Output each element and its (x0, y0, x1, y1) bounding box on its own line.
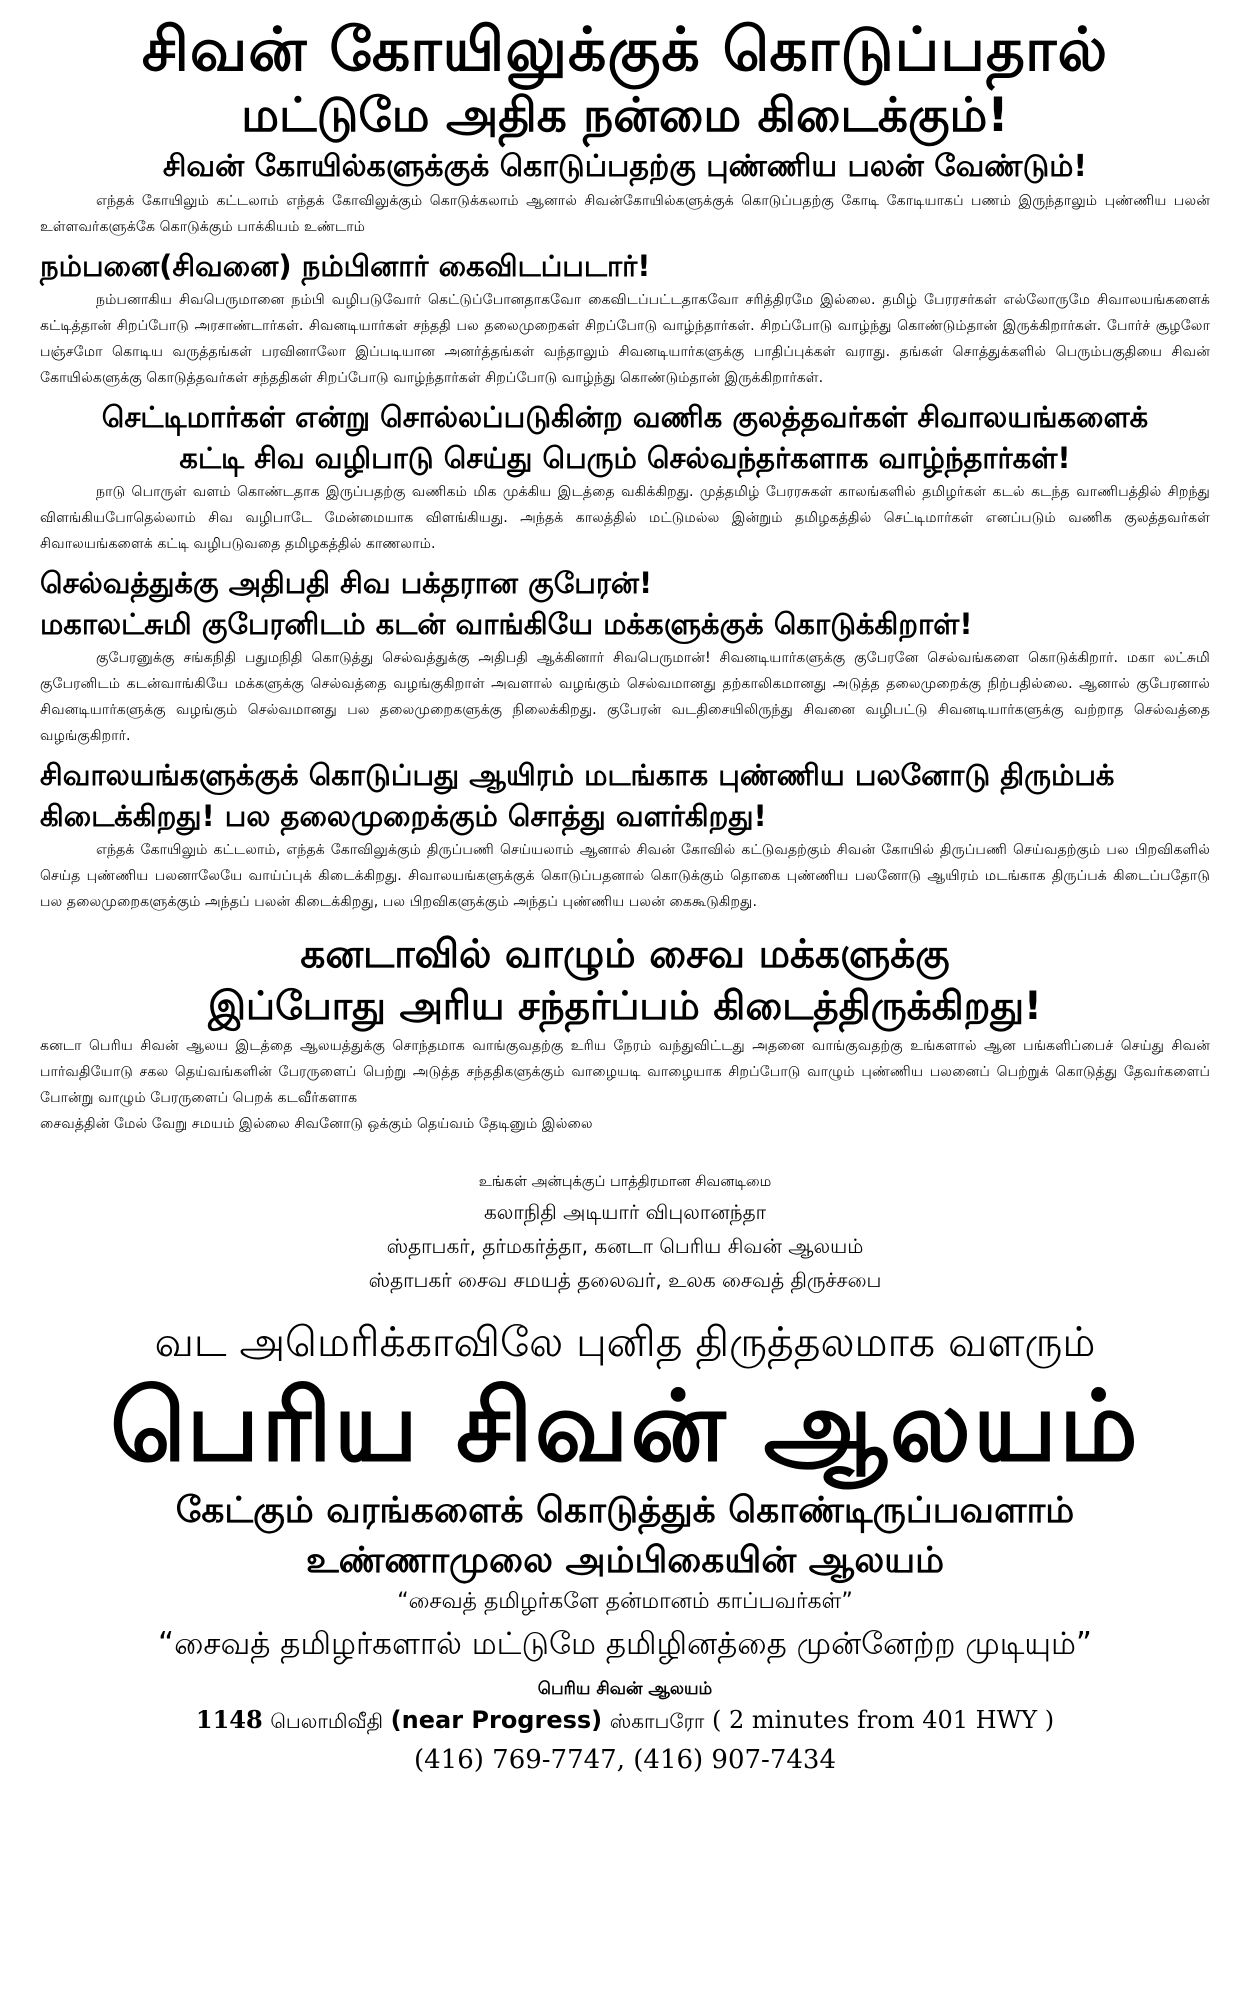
intro-paragraph: எந்தக் கோயிலும் கட்டலாம் எந்தக் கோவிலுக்கும் கொடுக்கலாம் ஆனால் சிவன்கோயில்களுக்குக் கொடுப்பதற்கு கோடி கோடியாகப் பணம் இருந்தாலும் புண்ணிய பலன் உள்ளவர்களுக்கே கொடுக்கும் பாக்கியம் உண்டாம் (40, 193, 1210, 235)
signature-role-1: ஸ்தாபகர், தர்மகர்த்தா, கனடா பெரிய சிவன் ஆலயம் (386, 1234, 864, 1258)
quote-1: “சைவத் தமிழர்களே தன்மானம் காப்பவர்கள்” (397, 1589, 853, 1614)
section-chettiyar (40, 397, 1210, 557)
section-heading-line-1: செட்டிமார்கள் என்று சொல்லப்படுகின்ற வணிக குலத்தவர்கள் சிவாலயங்களைக் (101, 400, 1149, 434)
street-number: 1148 (195, 1705, 263, 1734)
banner-line-3: கேட்கும் வரங்களைக் கொடுத்துக் கொண்டிருப்பவளாம் (175, 1489, 1075, 1531)
banner-line-1: வட அமெரிக்காவிலே புனித திருத்தலமாக வளரும் (154, 1318, 1096, 1366)
canada-heading-line-1: கனடாவில் வாழும் சைவ மக்களுக்கு (300, 932, 950, 977)
section-heading: நம்பனை(சிவனை) நம்பினார் கைவிடப்படார்! (40, 249, 651, 283)
phone-numbers: (416) 769-7747, (416) 907-7434 (413, 1745, 837, 1775)
section-heading-line-2: கட்டி சிவ வழிபாடு செய்து பெரும் செல்வந்தர்களாக வாழ்ந்தார்கள்! (179, 441, 1071, 475)
flyer (40, 14, 1210, 1782)
section-kuberan (40, 563, 1210, 749)
canada-paragraph: கனடா பெரிய சிவன் ஆலய இடத்தை ஆலயத்துக்கு சொந்தமாக வாங்குவதற்கு உரிய நேரம் வந்துவிட்டது அதனை வாங்குவதற்கு உங்களால் ஆன பங்களிப்பைச் செய்து சிவன் பார்வதியோடு சகல தெய்வங்களின் பேரருளைப் பெற்று அடுத்த சந்ததிகளுக்கும் வாழையடி வாழையாக சிறப்போடு வாழும் புண்ணிய பலனைப் பெற்றுக் கொடுத்து தேவர்களைப் போன்று வாழும் பேரருளைப் பெறக் கடவீர்களாக (40, 1038, 1210, 1106)
section-nambanai (40, 246, 1210, 391)
section-paragraph: நம்பனாகிய சிவபெருமானை நம்பி வழிபடுவோர் கெட்டுப்போனதாகவோ கைவிடப்பட்டதாகவோ சரித்திரமே இல்லை. தமிழ் பேரரசர்கள் எல்லோருமே சிவாலயங்களைக் கட்டித்தான் சிறப்போடு அரசாண்டார்கள். சிவனடியார்கள் சந்ததி பல தலைமுறைகள் சிறப்போடு வாழ்ந்தார்கள். சிறப்போடு வாழ்ந்து கொண்டும்தான் இருக்கிறார்கள். போர்ச் சூழலோ பஞ்சமோ கொடிய வருத்தங்கள் பரவினாலோ இப்படியான அனர்த்தங்கள் வந்தாலும் சிவனடியார்களுக்கு பாதிப்புக்கள் வராது. தங்கள் சொத்துக்களில் பெரும்பகுதியை சிவன் கோயில்களுக்கு கொடுத்தவர்கள் சந்ததிகள் சிறப்போடு வாழ்ந்தார்கள் சிறப்போடு வாழ்ந்து கொண்டும்தான் இருக்கிறார்கள். (40, 292, 1210, 386)
city: ஸ்காபரோ (609, 1709, 705, 1733)
quote-2: “சைவத் தமிழர்களால் மட்டுமே தமிழினத்தை முன்னேற்ற முடியும்” (158, 1626, 1092, 1662)
address-block (40, 1675, 1210, 1782)
section-paragraph: நாடு பொருள் வளம் கொண்டதாக இருப்பதற்கு வணிகம் மிக முக்கிய இடத்தை வகிக்கிறது. முத்தமிழ் பேரரசுகள் காலங்களில் தமிழர்கள் கடல் கடந்த வாணிபத்தில் சிறந்து விளங்கியபோதெல்லாம் சிவ வழிபாடே மேன்மையாக விளங்கியது. அந்தக் காலத்தில் மட்டுமல்ல இன்றும் தமிழகத்தில் செட்டிமார்கள் எனப்படும் வணிக குலத்தவர்கள் சிவாலயங்களைக் கட்டி வழிபடுவதை தமிழகத்தில் காணலாம். (40, 484, 1210, 552)
address-heading: பெரிய சிவன் ஆலயம் (537, 1679, 713, 1699)
canada-closing: சைவத்தின் மேல் வேறு சமயம் இல்லை சிவனோடு ஒக்கும் தெய்வம் தேடினும் இல்லை (40, 1116, 593, 1132)
subtitle: சிவன் கோயில்களுக்குக் கொடுப்பதற்கு புண்ணிய பலன் வேண்டும்! (162, 149, 1088, 184)
banner-line-4: உண்ணாமுலை அம்பிகையின் ஆலயம் (305, 1539, 945, 1581)
section-heading-line-2: மகாலட்சுமி குபேரனிடம் கடன் வாங்கியே மக்களுக்குக் கொடுக்கிறாள்! (40, 607, 973, 641)
signature-role-2: ஸ்தாபகர் சைவ சமயத் தலைவர், உலக சைவத் திருச்சபை (368, 1268, 882, 1292)
section-canada (40, 929, 1210, 1137)
signature-block (40, 1169, 1210, 1297)
near-note: (near Progress) (390, 1706, 603, 1734)
directions: ( 2 minutes from 401 HWY ) (712, 1706, 1055, 1734)
section-paragraph: குபேரனுக்கு சங்கநிதி பதுமநிதி கொடுத்து செல்வத்துக்கு அதிபதி ஆக்கினார் சிவபெருமான்! சிவனடியார்களுக்கு குபேரனே செல்வங்களை கொடுக்கிறார். மகா லட்சுமி குபேரனிடம் கடன்வாங்கியே மக்களுக்கு செல்வத்தை வழங்குகிறாள் அவளால் வழங்கும் செல்வமானது தற்காலிகமானது அடுத்த தலைமுறைக்கு நிற்பதில்லை. ஆனால் குபேரனால் சிவனடியார்களுக்கு வழங்கும் செல்வமானது பல தலைமுறைகளுக்கு நிலைக்கிறது. குபேரன் வடதிசையிலிருந்து சிவனை வழிபட்டு சிவனடியார்களுக்கு வற்றாத செல்வத்தை வழங்குகிறார். (40, 650, 1210, 744)
signature-name: கலாநிதி அடியார் விபுலானந்தா (483, 1200, 767, 1224)
main-title-line-1: சிவன் கோயிலுக்குக் கொடுப்பதால் (141, 15, 1109, 85)
section-heading-line-2: கிடைக்கிறது! பல தலைமுறைக்கும் சொத்து வளர்கிறது! (40, 799, 767, 833)
section-heading-line-1: செல்வத்துக்கு அதிபதி சிவ பக்தரான குபேரன்! (40, 566, 653, 600)
temple-name: பெரிய சிவன் ஆலயம் (110, 1369, 1140, 1484)
street-name: பெலாமிவீதி (270, 1709, 384, 1733)
section-heading-line-1: சிவாலயங்களுக்குக் கொடுப்பது ஆயிரம் மடங்காக புண்ணிய பலனோடு திரும்பக் (40, 758, 1115, 792)
temple-banner (40, 1315, 1210, 1669)
section-paragraph: எந்தக் கோயிலும் கட்டலாம், எந்தக் கோவிலுக்கும் திருப்பணி செய்யலாம் ஆனால் சிவன் கோவில் கட்டுவதற்கும் சிவன் கோயில் திருப்பணி செய்வதற்கும் பல பிறவிகளில் செய்த புண்ணிய பலனாலேயே வாய்ப்புக் கிடைக்கிறது. சிவாலயங்களுக்குக் கொடுப்பதனால் கொடுக்கும் தொகை புண்ணிய பலனோடு ஆயிரம் மடங்காக திருப்பக் கிடைப்பதோடு பல தலைமுறைகளுக்கும் அந்தப் பலன் கிடைக்கிறது, பல பிறவிகளுக்கும் அந்தப் புண்ணிய பலன் கைகூடுகிறது. (40, 842, 1210, 910)
canada-heading-line-2: இப்போது அரிய சந்தர்ப்பம் கிடைத்திருக்கிறது! (208, 984, 1042, 1029)
section-thousandfold (40, 755, 1210, 915)
address-line (40, 1703, 1210, 1738)
signature-line: உங்கள் அன்புக்குப் பாத்திரமான சிவனடிமை (478, 1174, 772, 1190)
main-title-line-2: மட்டுமே அதிக நன்மை கிடைக்கும்! (241, 88, 1009, 143)
